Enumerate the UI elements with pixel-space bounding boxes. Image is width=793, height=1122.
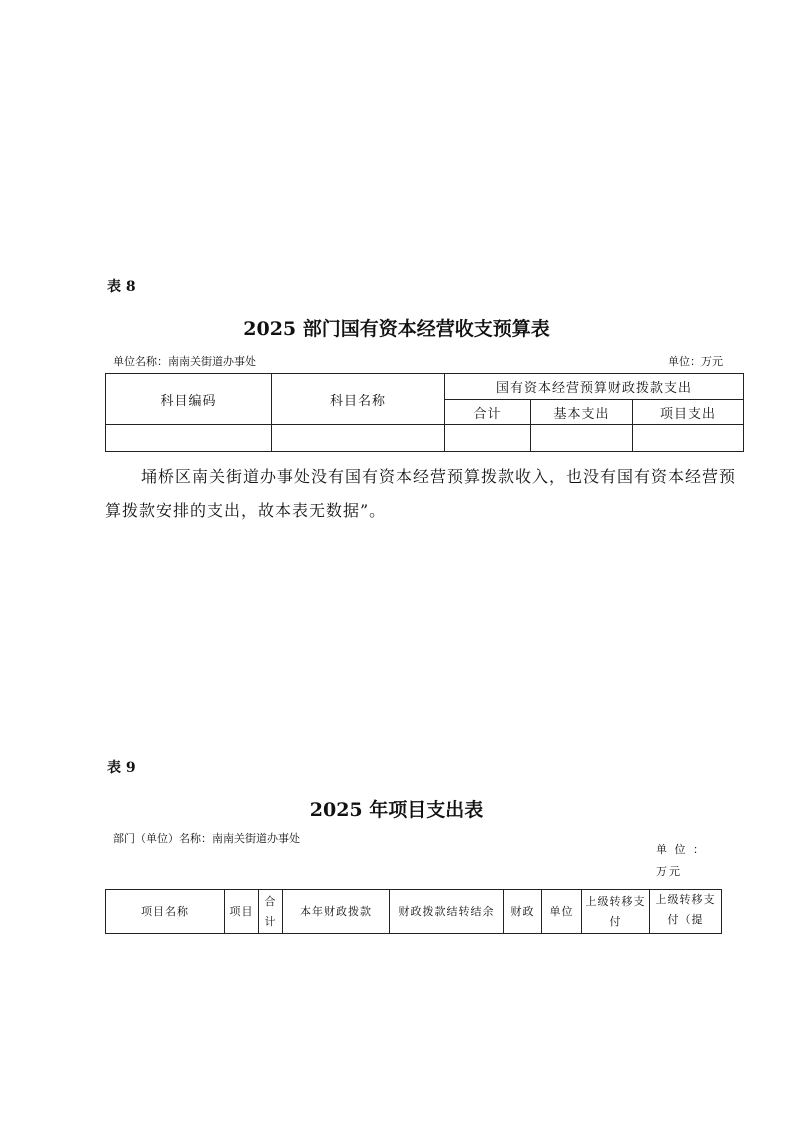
empty-cell [531,425,633,452]
header-fiscal: 财政 [504,890,542,934]
empty-cell [633,425,744,452]
header-basic-expenditure: 基本支出 [531,400,633,425]
header-transfer-payment: 上级转移支付 [582,890,650,934]
header-total: 合计 [445,400,531,425]
header-project-name: 项目名称 [106,890,225,934]
table8-unit-name: 单位名称：南南关街道办事处 [113,355,256,368]
header-soe-expenditure: 国有资本经营预算财政拨款支出 [445,374,744,400]
empty-cell [106,425,272,452]
header-project-expenditure: 项目支出 [633,400,744,425]
header-subject-code: 科目编码 [106,374,272,425]
header-unit: 单位 [542,890,582,934]
header-total: 合计 [259,890,283,934]
table9 [105,889,722,934]
header-transfer-payment-2: 上级转移支付（提 [650,890,722,934]
table9-unit-name: 部门（单位）名称：南南关街道办事处 [113,832,300,845]
empty-cell [272,425,445,452]
table8-title: 2025 部门国有资本经营收支预算表 [243,318,550,340]
empty-cell [445,425,531,452]
table8-unit: 单位：万元 [668,355,723,368]
table8-note: 埇桥区南关街道办事处没有国有资本经营预算拨款收入，也没有国有资本经营预算拨款安排的支出，故本表无数据”。 [105,467,737,520]
header-current-funding: 本年财政拨款 [283,890,390,934]
table9-unit: 单 位 ：万元 [656,843,706,878]
header-subject-name: 科目名称 [272,374,445,425]
table9-label: 表 9 [107,760,136,776]
table8-label: 表 8 [107,279,136,295]
table9-title: 2025 年项目支出表 [309,799,484,821]
header-project: 项目 [225,890,259,934]
table-row [106,425,744,452]
table8 [105,373,744,452]
header-carryover: 财政拨款结转结余 [390,890,504,934]
